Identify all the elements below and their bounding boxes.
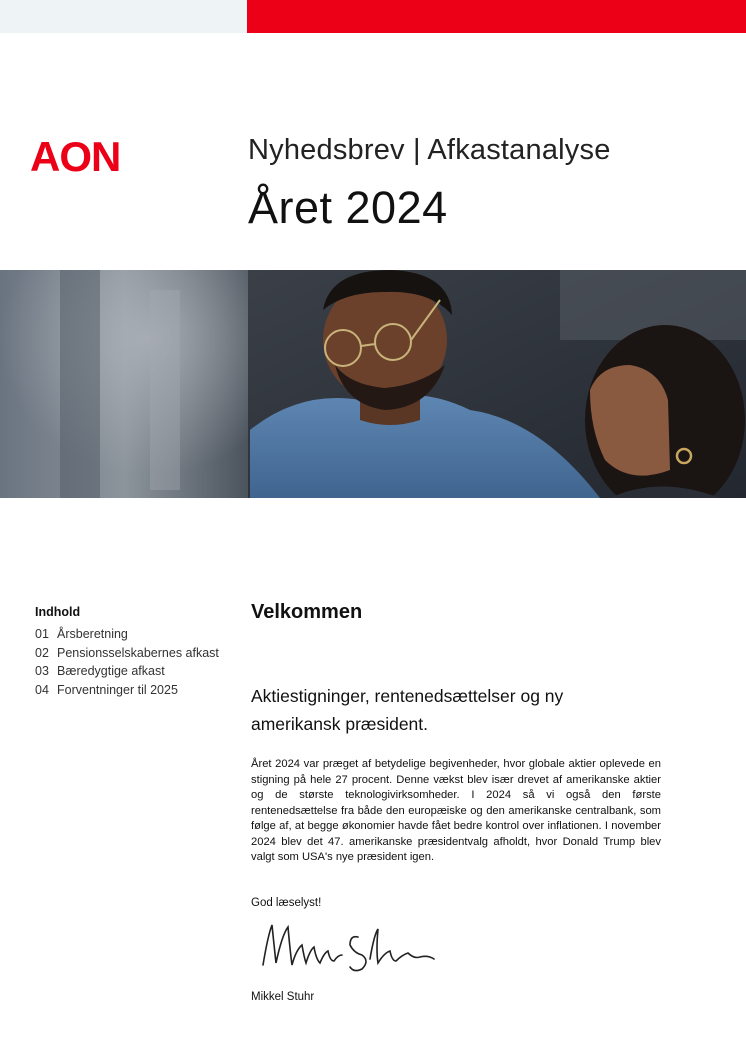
handwritten-signature	[258, 915, 448, 981]
signer-name: Mikkel Stuhr	[251, 991, 315, 1003]
article-body: Året 2024 var præget af betydelige begivenheder, hvor globale aktier oplevede en stigning på hele 27 procent. Denne vækst blev især drevet af amerikanske aktier og de største teknologivirksomheder. I 2024 så vi også den første rentenedsættelse fra både den europæiske og den amerikanske centralbank, som følge af, at begge økonomier havde fået bedre kontrol over inflationen. I november 2024 blev det 47. amerikanske præsidentvalg afholdt, hvor Donald Trump blev valgt som USA's nye præsident igen.	[251, 758, 661, 863]
toc-item-label: Bæredygtige afkast	[57, 664, 165, 678]
toc-item-label: Forventninger til 2025	[57, 682, 178, 697]
newsletter-eyebrow: Nyhedsbrev | Afkastanalyse	[248, 134, 611, 166]
toc-item-number: 03	[35, 664, 49, 678]
table-of-contents	[35, 605, 235, 699]
toc-item-label: Pensionsselskabernes afkast	[57, 645, 219, 660]
toc-item[interactable]	[35, 681, 235, 700]
top-right-red-bar	[247, 0, 746, 33]
top-left-color-bar	[0, 0, 247, 33]
toc-item-number: 01	[35, 627, 49, 641]
toc-item-number: 04	[35, 682, 49, 697]
svg-text:AON: AON	[30, 134, 121, 176]
toc-item[interactable]	[35, 662, 235, 681]
welcome-heading: Velkommen	[251, 601, 363, 623]
toc-title: Indhold	[35, 605, 81, 619]
toc-item-number: 02	[35, 645, 49, 660]
hero-photo	[0, 270, 746, 498]
article-subheading: Aktiestigninger, rentenedsættelser og ny amerikansk præsident.	[251, 686, 564, 734]
toc-item[interactable]	[35, 644, 235, 663]
toc-item-label: Årsberetning	[57, 627, 128, 641]
greeting-text: God læselyst!	[251, 897, 322, 909]
toc-item[interactable]	[35, 625, 235, 644]
aon-logo	[30, 134, 128, 176]
page-title: Året 2024	[248, 182, 448, 233]
